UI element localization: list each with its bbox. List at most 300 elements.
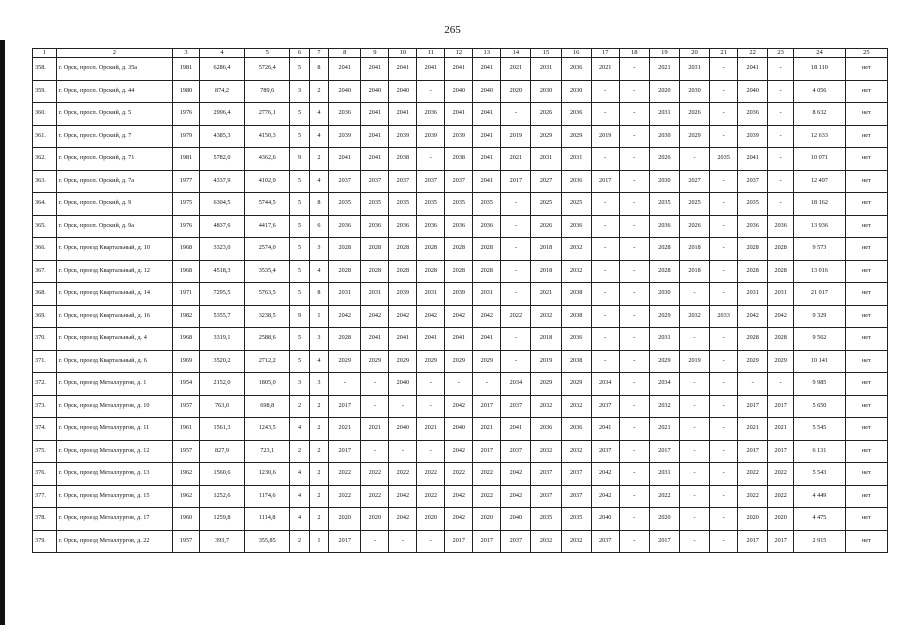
table-cell: 2037: [531, 485, 561, 508]
binding-edge-bar: [0, 40, 5, 625]
table-cell: -: [329, 373, 361, 396]
table-cell: 2026: [679, 215, 709, 238]
table-cell: -: [417, 530, 445, 553]
table-cell: 2029: [738, 350, 768, 373]
address-cell: г. Орск, проезд Металлургов, д. 17: [56, 508, 172, 531]
table-cell: 2036: [561, 58, 591, 81]
table-cell: 2031: [738, 283, 768, 306]
table-cell: -: [361, 530, 389, 553]
row-number-cell: 368.: [33, 283, 57, 306]
table-cell: 2037: [531, 463, 561, 486]
table-cell: 2036: [561, 328, 591, 351]
table-cell: 2022: [473, 485, 501, 508]
table-row: [33, 350, 888, 373]
table-cell: 2036: [389, 215, 417, 238]
table-cell: 2040: [591, 508, 619, 531]
table-cell: нет: [845, 238, 887, 261]
column-number-21: 21: [710, 49, 738, 58]
table-cell: 2020: [649, 508, 679, 531]
table-cell: 2030: [649, 125, 679, 148]
table-cell: 2029: [417, 350, 445, 373]
table-cell: 4: [290, 418, 309, 441]
table-cell: 2028: [738, 260, 768, 283]
table-cell: 1957: [172, 395, 199, 418]
table-cell: 2042: [389, 305, 417, 328]
row-number-cell: 366.: [33, 238, 57, 261]
table-cell: -: [679, 440, 709, 463]
table-row: [33, 238, 888, 261]
table-cell: 6304,5: [199, 193, 244, 216]
table-cell: 2019: [679, 350, 709, 373]
table-cell: -: [361, 440, 389, 463]
column-number-10: 10: [389, 49, 417, 58]
table-cell: 2018: [531, 328, 561, 351]
table-cell: 2034: [591, 373, 619, 396]
table-cell: -: [679, 508, 709, 531]
table-cell: -: [591, 215, 619, 238]
table-cell: 4: [309, 350, 328, 373]
table-row: [33, 125, 888, 148]
table-cell: -: [679, 418, 709, 441]
table-cell: 1981: [172, 148, 199, 171]
table-cell: 5: [290, 58, 309, 81]
row-number-cell: 364.: [33, 193, 57, 216]
table-cell: -: [389, 395, 417, 418]
table-cell: 2032: [561, 395, 591, 418]
table-cell: 2018: [679, 260, 709, 283]
table-cell: -: [738, 373, 768, 396]
table-cell: 8 632: [794, 103, 846, 126]
table-cell: -: [591, 350, 619, 373]
table-cell: 2017: [649, 530, 679, 553]
table-cell: 2021: [501, 58, 531, 81]
table-cell: 5: [290, 103, 309, 126]
table-cell: 2031: [768, 283, 794, 306]
table-cell: 2017: [738, 395, 768, 418]
table-cell: 2: [290, 440, 309, 463]
table-cell: -: [710, 125, 738, 148]
table-cell: 2036: [531, 418, 561, 441]
table-cell: 2037: [561, 463, 591, 486]
table-cell: 2028: [768, 260, 794, 283]
table-cell: 2036: [738, 103, 768, 126]
table-cell: -: [501, 260, 531, 283]
table-cell: 2: [309, 440, 328, 463]
table-cell: 2018: [531, 260, 561, 283]
column-number-3: 3: [172, 49, 199, 58]
table-cell: 2037: [591, 530, 619, 553]
table-cell: нет: [845, 440, 887, 463]
page-number: 265: [444, 24, 461, 36]
table-cell: 2028: [361, 260, 389, 283]
table-cell: 2042: [329, 305, 361, 328]
table-cell: 2032: [531, 440, 561, 463]
table-cell: -: [417, 373, 445, 396]
table-cell: -: [619, 58, 649, 81]
table-cell: -: [710, 373, 738, 396]
row-number-cell: 361.: [33, 125, 57, 148]
table-cell: 6 131: [794, 440, 846, 463]
table-cell: -: [710, 103, 738, 126]
table-cell: нет: [845, 148, 887, 171]
table-cell: нет: [845, 395, 887, 418]
table-cell: 2035: [738, 193, 768, 216]
table-cell: -: [417, 440, 445, 463]
table-cell: -: [445, 373, 473, 396]
row-number-cell: 378.: [33, 508, 57, 531]
table-cell: 2029: [361, 350, 389, 373]
table-cell: 2028: [417, 260, 445, 283]
column-number-14: 14: [501, 49, 531, 58]
table-cell: 2035: [445, 193, 473, 216]
table-cell: -: [619, 283, 649, 306]
table-cell: нет: [845, 103, 887, 126]
table-cell: -: [591, 305, 619, 328]
row-number-cell: 370.: [33, 328, 57, 351]
table-cell: нет: [845, 485, 887, 508]
table-cell: -: [710, 440, 738, 463]
table-cell: 2776,1: [245, 103, 290, 126]
table-cell: 1976: [172, 103, 199, 126]
row-number-cell: 363.: [33, 170, 57, 193]
table-cell: 2037: [445, 170, 473, 193]
table-cell: нет: [845, 215, 887, 238]
table-cell: -: [710, 328, 738, 351]
address-cell: г. Орск, просп. Орский, д. 44: [56, 80, 172, 103]
table-cell: 2022: [361, 463, 389, 486]
table-cell: 2036: [561, 418, 591, 441]
table-row: [33, 485, 888, 508]
table-cell: -: [679, 463, 709, 486]
table-cell: 2042: [389, 508, 417, 531]
table-cell: 2038: [561, 350, 591, 373]
table-cell: -: [679, 485, 709, 508]
table-cell: 2041: [591, 418, 619, 441]
table-cell: 393,7: [199, 530, 244, 553]
table-cell: -: [591, 238, 619, 261]
table-cell: 3319,1: [199, 328, 244, 351]
table-row: [33, 328, 888, 351]
table-cell: 2042: [768, 305, 794, 328]
table-cell: нет: [845, 530, 887, 553]
table-cell: 9 985: [794, 373, 846, 396]
table-cell: 2025: [679, 193, 709, 216]
column-number-8: 8: [329, 49, 361, 58]
table-cell: -: [619, 418, 649, 441]
table-cell: 2019: [501, 125, 531, 148]
table-cell: 2021: [501, 148, 531, 171]
table-cell: 2036: [561, 215, 591, 238]
table-cell: -: [679, 148, 709, 171]
table-cell: 2020: [501, 80, 531, 103]
table-cell: 2028: [389, 238, 417, 261]
table-cell: 2042: [473, 305, 501, 328]
table-cell: 2025: [561, 193, 591, 216]
table-cell: 874,2: [199, 80, 244, 103]
table-body: [33, 58, 888, 553]
table-cell: 3: [309, 373, 328, 396]
row-number-cell: 372.: [33, 373, 57, 396]
table-cell: 4: [309, 260, 328, 283]
table-cell: 2041: [361, 148, 389, 171]
table-cell: 2041: [473, 125, 501, 148]
table-cell: -: [619, 530, 649, 553]
table-cell: 2036: [445, 215, 473, 238]
table-cell: 13 016: [794, 260, 846, 283]
table-cell: -: [710, 463, 738, 486]
table-cell: 2712,2: [245, 350, 290, 373]
table-cell: 2022: [361, 485, 389, 508]
table-cell: 2037: [417, 170, 445, 193]
table-cell: 4518,3: [199, 260, 244, 283]
table-cell: 2039: [417, 125, 445, 148]
table-cell: 2017: [329, 395, 361, 418]
table-cell: 2020: [649, 80, 679, 103]
column-number-19: 19: [649, 49, 679, 58]
table-cell: 1805,0: [245, 373, 290, 396]
table-cell: 1962: [172, 463, 199, 486]
table-cell: 2032: [561, 238, 591, 261]
table-cell: 2040: [445, 80, 473, 103]
table-cell: 1981: [172, 58, 199, 81]
table-cell: 1976: [172, 215, 199, 238]
table-cell: 1960: [172, 508, 199, 531]
table-cell: 2030: [649, 170, 679, 193]
table-cell: 2037: [501, 395, 531, 418]
table-cell: -: [768, 80, 794, 103]
table-cell: 2041: [389, 103, 417, 126]
table-cell: 1954: [172, 373, 199, 396]
table-cell: 4 475: [794, 508, 846, 531]
table-cell: 1560,6: [199, 463, 244, 486]
address-cell: г. Орск, просп. Орский, д. 5: [56, 103, 172, 126]
table-cell: 2042: [738, 305, 768, 328]
table-cell: 2038: [561, 305, 591, 328]
table-cell: 9 329: [794, 305, 846, 328]
table-cell: 2036: [649, 215, 679, 238]
table-cell: 5744,5: [245, 193, 290, 216]
table-cell: 2020: [417, 508, 445, 531]
table-cell: 3535,4: [245, 260, 290, 283]
table-cell: -: [619, 350, 649, 373]
column-number-13: 13: [473, 49, 501, 58]
table-cell: 2031: [531, 148, 561, 171]
table-cell: нет: [845, 328, 887, 351]
table-row: [33, 530, 888, 553]
table-cell: 1968: [172, 260, 199, 283]
table-cell: -: [501, 238, 531, 261]
table-cell: 2: [309, 485, 328, 508]
table-cell: 2035: [649, 193, 679, 216]
table-cell: -: [768, 373, 794, 396]
table-row: [33, 395, 888, 418]
table-cell: 2029: [445, 350, 473, 373]
table-cell: -: [710, 80, 738, 103]
table-cell: 1962: [172, 485, 199, 508]
table-cell: 2018: [679, 238, 709, 261]
table-cell: 2035: [417, 193, 445, 216]
row-number-cell: 365.: [33, 215, 57, 238]
table-cell: 2041: [445, 328, 473, 351]
table-cell: -: [361, 395, 389, 418]
table-cell: -: [710, 283, 738, 306]
column-number-17: 17: [591, 49, 619, 58]
column-number-1: 1: [33, 49, 57, 58]
row-number-cell: 358.: [33, 58, 57, 81]
table-cell: -: [710, 508, 738, 531]
table-cell: 1980: [172, 80, 199, 103]
table-cell: 5: [290, 283, 309, 306]
row-number-cell: 369.: [33, 305, 57, 328]
table-cell: 3323,0: [199, 238, 244, 261]
table-cell: 2032: [531, 395, 561, 418]
table-cell: 3238,5: [245, 305, 290, 328]
table-row: [33, 463, 888, 486]
column-number-15: 15: [531, 49, 561, 58]
table-cell: нет: [845, 58, 887, 81]
table-cell: 2022: [501, 305, 531, 328]
address-cell: г. Орск, проезд Квартальный, д. 16: [56, 305, 172, 328]
table-cell: 2029: [389, 350, 417, 373]
column-number-16: 16: [561, 49, 591, 58]
table-cell: 2022: [738, 463, 768, 486]
table-cell: 2037: [501, 440, 531, 463]
table-cell: 2040: [329, 80, 361, 103]
table-cell: 2152,0: [199, 373, 244, 396]
table-cell: -: [473, 373, 501, 396]
row-number-cell: 359.: [33, 80, 57, 103]
table-cell: 2041: [361, 125, 389, 148]
table-cell: 2017: [768, 530, 794, 553]
address-cell: г. Орск, просп. Орский, д. 71: [56, 148, 172, 171]
table-cell: 2042: [445, 508, 473, 531]
table-cell: 5: [290, 328, 309, 351]
table-cell: 5: [290, 170, 309, 193]
table-cell: 5782,0: [199, 148, 244, 171]
address-cell: г. Орск, проезд Квартальный, д. 10: [56, 238, 172, 261]
table-cell: 2040: [389, 418, 417, 441]
table-cell: 2: [290, 395, 309, 418]
column-number-20: 20: [679, 49, 709, 58]
table-cell: 2041: [417, 328, 445, 351]
table-cell: -: [619, 193, 649, 216]
table-cell: 2020: [329, 508, 361, 531]
table-cell: 2042: [389, 485, 417, 508]
table-cell: -: [710, 260, 738, 283]
table-cell: 2031: [561, 148, 591, 171]
table-cell: 4417,6: [245, 215, 290, 238]
table-cell: 2028: [768, 328, 794, 351]
table-cell: 1977: [172, 170, 199, 193]
row-number-cell: 360.: [33, 103, 57, 126]
table-cell: нет: [845, 283, 887, 306]
table-cell: 2588,6: [245, 328, 290, 351]
table-cell: 2035: [473, 193, 501, 216]
table-cell: 2035: [329, 193, 361, 216]
table-cell: 1174,6: [245, 485, 290, 508]
table-cell: 1969: [172, 350, 199, 373]
table-cell: 2035: [361, 193, 389, 216]
table-cell: 2037: [591, 440, 619, 463]
table-cell: нет: [845, 350, 887, 373]
table-cell: 2: [309, 148, 328, 171]
table-cell: -: [501, 103, 531, 126]
table-cell: 2034: [501, 373, 531, 396]
table-cell: -: [619, 508, 649, 531]
table-cell: 4837,6: [199, 215, 244, 238]
table-cell: 21 017: [794, 283, 846, 306]
table-cell: 2041: [389, 58, 417, 81]
table-cell: 2031: [649, 463, 679, 486]
table-cell: нет: [845, 508, 887, 531]
table-cell: 2039: [445, 283, 473, 306]
table-cell: 2037: [738, 170, 768, 193]
table-cell: 5: [290, 125, 309, 148]
table-cell: -: [591, 193, 619, 216]
table-cell: 2029: [768, 350, 794, 373]
table-cell: 2: [309, 508, 328, 531]
table-cell: 2017: [473, 395, 501, 418]
table-cell: 2037: [501, 530, 531, 553]
table-cell: 2039: [738, 125, 768, 148]
table-cell: 2017: [738, 530, 768, 553]
table-cell: -: [679, 328, 709, 351]
table-cell: 2022: [445, 463, 473, 486]
table-cell: 2031: [679, 58, 709, 81]
table-cell: 2031: [361, 283, 389, 306]
table-cell: 7295,5: [199, 283, 244, 306]
table-cell: -: [768, 170, 794, 193]
table-cell: -: [591, 328, 619, 351]
table-cell: -: [501, 328, 531, 351]
table-cell: 4: [309, 170, 328, 193]
table-cell: 1975: [172, 193, 199, 216]
table-cell: 2025: [531, 193, 561, 216]
table-cell: 2041: [329, 148, 361, 171]
table-cell: 2041: [329, 58, 361, 81]
table-cell: -: [679, 373, 709, 396]
table-cell: 2041: [738, 148, 768, 171]
table-cell: 2031: [473, 283, 501, 306]
table-cell: 2038: [445, 148, 473, 171]
table-cell: 2 915: [794, 530, 846, 553]
table-cell: 2019: [591, 125, 619, 148]
table-cell: 2022: [417, 485, 445, 508]
table-cell: -: [501, 193, 531, 216]
table-cell: 2029: [649, 305, 679, 328]
table-cell: 2040: [389, 80, 417, 103]
table-cell: -: [679, 283, 709, 306]
table-cell: 13 936: [794, 215, 846, 238]
table-cell: 723,1: [245, 440, 290, 463]
column-number-4: 4: [199, 49, 244, 58]
table-cell: 2028: [417, 238, 445, 261]
table-cell: 2028: [445, 260, 473, 283]
table-cell: 4337,9: [199, 170, 244, 193]
table-cell: 4: [290, 508, 309, 531]
table-cell: 9: [290, 305, 309, 328]
table-cell: нет: [845, 170, 887, 193]
table-cell: 5355,7: [199, 305, 244, 328]
table-cell: -: [591, 260, 619, 283]
table-cell: 2: [309, 463, 328, 486]
table-cell: 2042: [445, 305, 473, 328]
table-cell: нет: [845, 463, 887, 486]
table-cell: 4 449: [794, 485, 846, 508]
table-cell: -: [619, 485, 649, 508]
table-cell: 2040: [473, 80, 501, 103]
table-cell: 2031: [649, 103, 679, 126]
